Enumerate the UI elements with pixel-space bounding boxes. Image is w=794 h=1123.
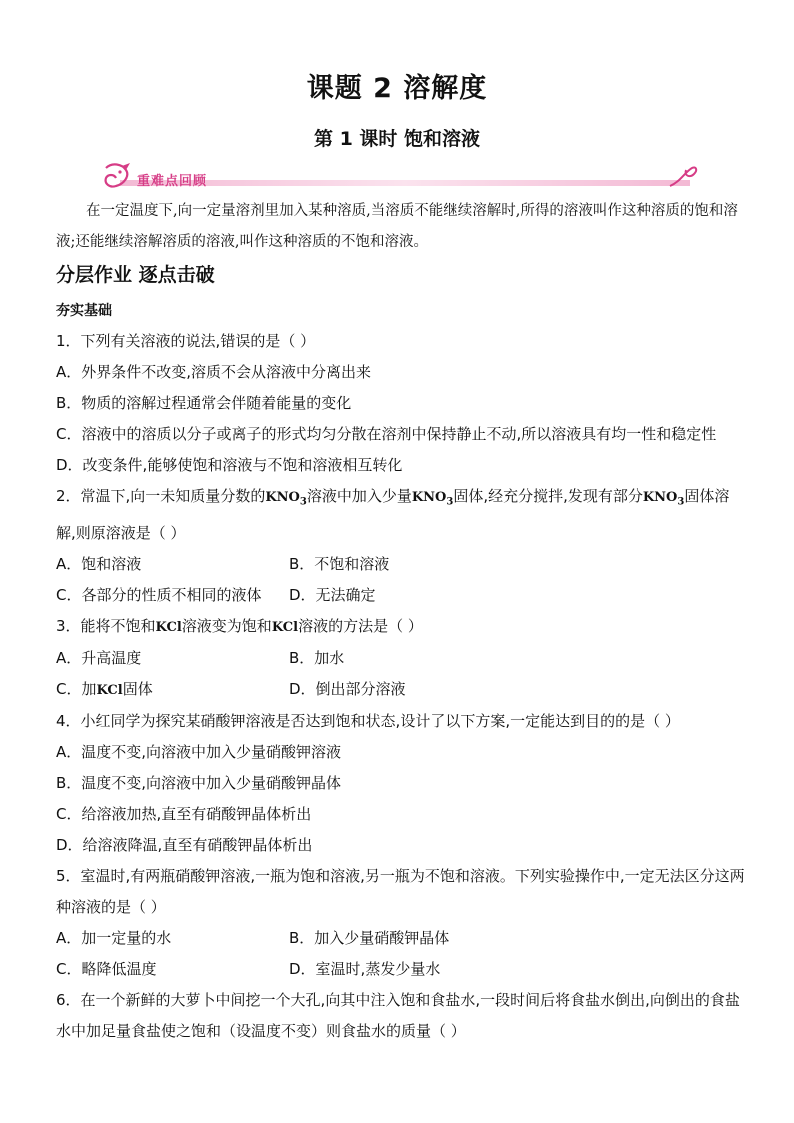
q1-option-a: A．外界条件不改变,溶质不会从溶液中分离出来 (56, 363, 372, 381)
kno3-formula: $KNO_3$ (411, 490, 454, 508)
q3-option-c: C．加KCl固体 (56, 679, 153, 698)
q2-option-a: A．饱和溶液 (56, 554, 142, 573)
q5-option-b: B．加入少量硝酸钾晶体 (289, 928, 450, 947)
q3-options-row-2 (56, 674, 748, 706)
kcl-formula: KCl (155, 619, 182, 635)
banner-label: 重难点回顾 (137, 174, 208, 189)
q3-options-row-1 (56, 643, 748, 674)
q5-stem: 5．室温时,有两瓶硝酸钾溶液,一瓶为饱和溶液,另一瓶为不饱和溶液。下列实验操作中,一定无法区分这两种溶液的是（ ） (56, 866, 745, 916)
q3-stem: 3．能将不饱和KCl溶液变为饱和KCl溶液的方法是（ ） (56, 616, 423, 635)
section-title: 分层作业 逐点击破 (56, 264, 215, 286)
q5-option-d: D．室温时,蒸发少量水 (289, 959, 441, 978)
q2-option-d: D．无法确定 (289, 585, 376, 604)
q2-options-row-1 (56, 549, 748, 580)
section-subtitle: 夯实基础 (56, 303, 112, 319)
page-title: 课题 2 溶解度 (306, 73, 488, 104)
kcl-formula: KCl (96, 682, 123, 698)
q4-option-d: D．给溶液降温,直至有硝酸钾晶体析出 (56, 835, 313, 854)
q1-stem: 1．下列有关溶液的说法,错误的是（ ） (56, 332, 316, 350)
q5-options-row-1 (56, 923, 748, 954)
q2-stem: 2．常温下,向一未知质量分数的$KNO_3$溶液中加入少量$KNO_3$固体,经充分搅拌,发现有部分$KNO_3$固体溶解,则原溶液是（ ） (56, 487, 730, 542)
q4-stem: 4．小红同学为探究某硝酸钾溶液是否达到饱和状态,设计了以下方案,一定能达到目的的是（ ） (56, 711, 680, 730)
q2-option-c: C．各部分的性质不相同的液体 (56, 585, 262, 604)
q1-option-b: B．物质的溶解过程通常会伴随着能量的变化 (56, 394, 352, 412)
page-subtitle: 第 1 课时 饱和溶液 (313, 128, 481, 150)
q5-option-a: A．加一定量的水 (56, 928, 172, 947)
kno3-formula: $KNO_3$ (265, 490, 307, 508)
q1-option-c: C．溶液中的溶质以分子或离子的形式均匀分散在溶剂中保持静止不动,所以溶液具有均一性和稳定性 (56, 425, 717, 443)
q3-option-b: B．加水 (289, 648, 345, 667)
intro-paragraph: 在一定温度下,向一定量溶剂里加入某种溶质,当溶质不能继续溶解时,所得的溶液叫作这种溶质的饱和溶液;还能继续溶解溶质的溶液,叫作这种溶质的不饱和溶液。 (56, 203, 738, 250)
kno3-formula: $KNO_3$ (642, 490, 685, 508)
kcl-formula: KCl (271, 619, 299, 635)
q5-options-row-2 (56, 954, 748, 985)
q4-option-a: A．温度不变,向溶液中加入少量硝酸钾溶液 (56, 742, 342, 761)
q4-option-c: C．给溶液加热,直至有硝酸钾晶体析出 (56, 804, 312, 823)
q3-option-d: D．倒出部分溶液 (289, 679, 406, 698)
question-list (56, 326, 748, 1047)
q6-stem: 6．在一个新鲜的大萝卜中间挖一个大孔,向其中注入饱和食盐水,一段时间后将食盐水倒出,向倒出的食盐水中加足量食盐使之饱和（设温度不变）则食盐水的质量（ ） (56, 990, 740, 1040)
q4-option-b: B．温度不变,向溶液中加入少量硝酸钾晶体 (56, 773, 342, 792)
q2-option-b: B．不饱和溶液 (289, 554, 390, 573)
q2-options-row-2 (56, 580, 748, 611)
q3-option-a: A．升高温度 (56, 648, 142, 667)
q1-option-d: D．改变条件,能够使饱和溶液与不饱和溶液相互转化 (56, 456, 403, 474)
q5-option-c: C．略降低温度 (56, 959, 157, 978)
